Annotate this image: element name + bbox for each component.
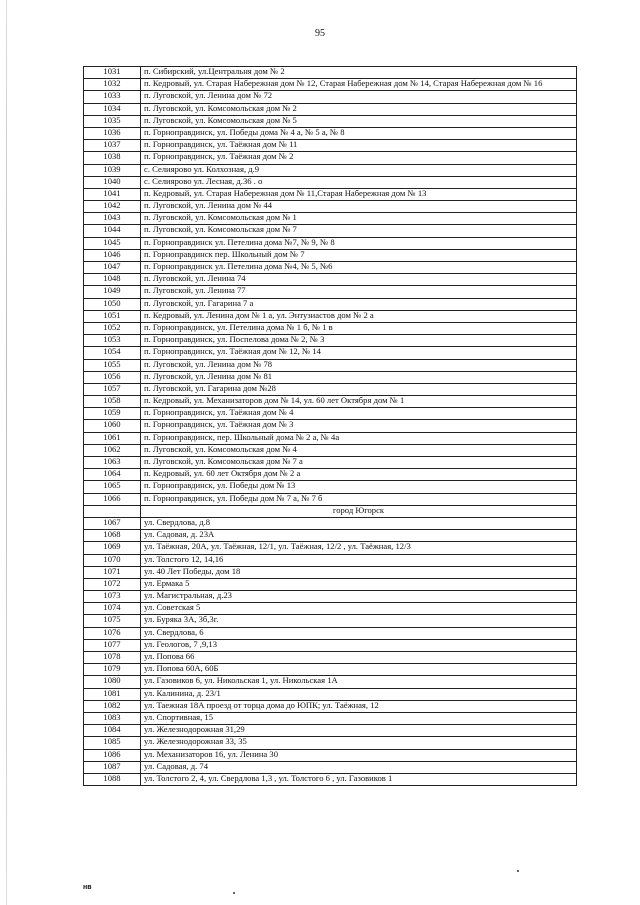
table-row: [84, 79, 577, 91]
table-row: [84, 554, 577, 566]
table-row: [84, 639, 577, 651]
row-address: п. Луговской, ул. Комсомольская дом № 5: [141, 115, 577, 127]
row-address: п. Горноправдинск, ул. Победы дома № 4 а, № 5 а, № 8: [141, 127, 577, 139]
table-row: [84, 310, 577, 322]
table-row: [84, 335, 577, 347]
table-row: [84, 237, 577, 249]
table-row: [84, 627, 577, 639]
page-number: 95: [315, 28, 325, 39]
table-row: [84, 578, 577, 590]
table-row: [84, 164, 577, 176]
row-address: п. Горноправдинск ул. Петелина дома №7, № 9, № 8: [141, 237, 577, 249]
table-row: [84, 103, 577, 115]
row-address: с. Селиярово ул. Лесная, д.36 . о: [141, 176, 577, 188]
row-address: ул. Толстого 2, 4, ул. Свердлова 1,3 , ул. Толстого 6 , ул. Газовиков 1: [141, 773, 577, 785]
row-address: п. Горноправдинск, ул. Таёжная дом № 3: [141, 420, 577, 432]
row-address: с. Селиярово ул. Колхозная, д.9: [141, 164, 577, 176]
row-address: п. Луговской, ул. Ленина дом № 72: [141, 91, 577, 103]
row-number: 1076: [84, 627, 141, 639]
row-number: 1060: [84, 420, 141, 432]
row-address: ул. Калинина, д. 23/1: [141, 688, 577, 700]
table-row: [84, 737, 577, 749]
table-row: [84, 225, 577, 237]
row-number: 1084: [84, 725, 141, 737]
table-row: [84, 322, 577, 334]
table-row: [84, 676, 577, 688]
row-number: 1043: [84, 213, 141, 225]
table-row: [84, 591, 577, 603]
table-row: [84, 201, 577, 213]
table-row: [84, 213, 577, 225]
table-row: [84, 420, 577, 432]
row-address: ул. Магистральная, д.23: [141, 591, 577, 603]
row-address: п. Горноправдинск, ул. Петелина дома № 1 б, № 1 в: [141, 322, 577, 334]
row-address: п. Горноправдинск, ул. Таёжная дом № 2: [141, 152, 577, 164]
row-address: ул. Садовая, д. 74: [141, 761, 577, 773]
row-number: 1051: [84, 310, 141, 322]
table-row: [84, 615, 577, 627]
table-row: [84, 432, 577, 444]
row-number: 1077: [84, 639, 141, 651]
row-number: 1046: [84, 249, 141, 261]
row-number: 1075: [84, 615, 141, 627]
table-row: [84, 444, 577, 456]
row-address: ул. Таежная 18А проезд от торца дома до ЮПК; ул. Таёжная, 12: [141, 700, 577, 712]
table-row: [84, 773, 577, 785]
row-number: 1062: [84, 444, 141, 456]
row-number: 1033: [84, 91, 141, 103]
row-number: 1055: [84, 359, 141, 371]
row-address: ул. Попова 66: [141, 652, 577, 664]
row-number: 1034: [84, 103, 141, 115]
row-address: п. Горноправдинск пер. Школьный дом № 7: [141, 249, 577, 261]
row-address: п. Горноправдинск, ул. Поспелова дома № 2, № 3: [141, 335, 577, 347]
row-number: 1072: [84, 578, 141, 590]
row-number: 1073: [84, 591, 141, 603]
row-number: 1039: [84, 164, 141, 176]
row-number: 1083: [84, 712, 141, 724]
row-address: ул. Садовая, д. 23А: [141, 530, 577, 542]
row-address: ул. Железнодорожная 33, 35: [141, 737, 577, 749]
row-address: ул. Таёжная, 20А, ул. Таёжная, 12/1, ул. Таёжная, 12/2 , ул. Таёжная, 12/3: [141, 542, 577, 554]
row-number: 1048: [84, 274, 141, 286]
table-row: [84, 566, 577, 578]
row-address: п. Горноправдинск, ул. Таёжная дом № 12, № 14: [141, 347, 577, 359]
row-address: п. Луговской, ул. Комсомольская дом № 2: [141, 103, 577, 115]
table-row: [84, 298, 577, 310]
table-row: [84, 383, 577, 395]
row-address: ул. Буряка 3А, 3б,3г.: [141, 615, 577, 627]
row-number: 1056: [84, 371, 141, 383]
table-row: [84, 749, 577, 761]
row-number: 1037: [84, 140, 141, 152]
table-row: [84, 286, 577, 298]
row-address: п. Горноправдинск ул. Петелина дома №4, № 5, №6: [141, 262, 577, 274]
row-number: 1069: [84, 542, 141, 554]
table-row: [84, 371, 577, 383]
row-address: п. Луговской, ул. Комсомольская дом № 7: [141, 225, 577, 237]
row-number: 1050: [84, 298, 141, 310]
row-address: ул. Свердлова, д.8: [141, 517, 577, 529]
row-address: ул. Толстого 12, 14,16: [141, 554, 577, 566]
row-address: ул. Геологов, 7 ,9,13: [141, 639, 577, 651]
table-body-after: [84, 517, 577, 785]
row-number: 1045: [84, 237, 141, 249]
row-number: 1049: [84, 286, 141, 298]
table-row: [84, 652, 577, 664]
row-address: ул. Железнодорожная 31,29: [141, 725, 577, 737]
table-row: [84, 347, 577, 359]
row-number: 1085: [84, 737, 141, 749]
row-address: ул. Газовиков 6, ул. Никольская 1, ул. Никольская 1А: [141, 676, 577, 688]
row-number: 1038: [84, 152, 141, 164]
row-address: п. Горноправдинск, ул. Таёжная дом № 4: [141, 408, 577, 420]
row-address: п. Сибирский, ул.Центральня дом № 2: [141, 67, 577, 79]
row-number: 1053: [84, 335, 141, 347]
row-address: п. Луговской, ул. Ленина дом № 81: [141, 371, 577, 383]
row-address: п. Луговской, ул. Гагарина дом №28: [141, 383, 577, 395]
row-address: ул. Попова 60А, 60Б: [141, 664, 577, 676]
row-address: ул. 40 Лет Победы, дом 18: [141, 566, 577, 578]
row-address: ул. Свердлова, 6: [141, 627, 577, 639]
section-title: город Югорск: [141, 505, 577, 517]
row-number: 1067: [84, 517, 141, 529]
row-number: 1036: [84, 127, 141, 139]
row-address: п. Луговской, ул. Комсомольская дом № 4: [141, 444, 577, 456]
table-row: [84, 67, 577, 79]
table-row: [84, 152, 577, 164]
table-row: [84, 396, 577, 408]
table-row: [84, 249, 577, 261]
row-address: п. Горноправдинск, пер. Школьный дома № 2 а, № 4а: [141, 432, 577, 444]
row-number: 1040: [84, 176, 141, 188]
table-row: [84, 262, 577, 274]
table-row: [84, 517, 577, 529]
section-row: [84, 505, 577, 517]
row-number: 1065: [84, 481, 141, 493]
table-row: [84, 725, 577, 737]
row-number: 1059: [84, 408, 141, 420]
section-number-cell: [84, 505, 141, 517]
table-row: [84, 688, 577, 700]
table-row: [84, 700, 577, 712]
row-address: п. Горноправдинск, ул. Победы дом № 13: [141, 481, 577, 493]
row-address: п. Луговской, ул. Ленина дом № 44: [141, 201, 577, 213]
row-address: п. Горноправдинск, ул. Победы дом № 7 а, № 7 б: [141, 493, 577, 505]
row-address: п. Кедровый, ул. 60 лет Октября дом № 2 а: [141, 469, 577, 481]
row-address: п. Луговской, ул. Комсомольская дом № 7 а: [141, 457, 577, 469]
footer-mark: нв: [83, 884, 92, 891]
row-number: 1047: [84, 262, 141, 274]
table-row: [84, 188, 577, 200]
row-number: 1052: [84, 322, 141, 334]
row-number: 1061: [84, 432, 141, 444]
table-row: [84, 542, 577, 554]
table-row: [84, 603, 577, 615]
row-number: 1054: [84, 347, 141, 359]
row-number: 1032: [84, 79, 141, 91]
scan-speck: [517, 870, 519, 872]
row-address: п. Луговской, ул. Комсомольская дом № 1: [141, 213, 577, 225]
table-row: [84, 176, 577, 188]
table-row: [84, 469, 577, 481]
row-address: п. Кедровый, ул. Старая Набережная дом № 12, Старая Набережная дом № 14, Старая Набережная дом № 16: [141, 79, 577, 91]
table-row: [84, 493, 577, 505]
address-table: [83, 66, 577, 786]
row-address: п. Луговской, ул. Гагарина 7 а: [141, 298, 577, 310]
row-number: 1078: [84, 652, 141, 664]
table-section: [84, 505, 577, 517]
table-row: [84, 359, 577, 371]
row-number: 1035: [84, 115, 141, 127]
row-number: 1066: [84, 493, 141, 505]
table-row: [84, 140, 577, 152]
table-row: [84, 481, 577, 493]
row-number: 1081: [84, 688, 141, 700]
row-number: 1071: [84, 566, 141, 578]
row-number: 1086: [84, 749, 141, 761]
row-address: п. Луговской, ул. Ленина дом № 78: [141, 359, 577, 371]
row-number: 1031: [84, 67, 141, 79]
table-body-before: [84, 67, 577, 506]
row-address: п. Кедровый, ул. Механизаторов дом № 14, ул. 60 лет Октября дом № 1: [141, 396, 577, 408]
row-address: п. Кедровый, ул. Ленина дом № 1 а, ул. Энтузиастов дом № 2 а: [141, 310, 577, 322]
row-number: 1079: [84, 664, 141, 676]
row-number: 1074: [84, 603, 141, 615]
row-address: п. Кедровый, ул. Старая Набережная дом № 11,Старая Набережная дом № 13: [141, 188, 577, 200]
table-row: [84, 712, 577, 724]
row-address: ул. Ермака 5: [141, 578, 577, 590]
row-address: п. Горноправдинск, ул. Таёжная дом № 11: [141, 140, 577, 152]
row-number: 1088: [84, 773, 141, 785]
table-row: [84, 457, 577, 469]
table-row: [84, 274, 577, 286]
row-number: 1057: [84, 383, 141, 395]
row-number: 1087: [84, 761, 141, 773]
row-address: ул. Механизаторов 16, ул. Ленина 30: [141, 749, 577, 761]
table-row: [84, 530, 577, 542]
row-number: 1058: [84, 396, 141, 408]
row-number: 1080: [84, 676, 141, 688]
row-address: п. Луговской, ул. Ленина 77: [141, 286, 577, 298]
row-address: ул. Советская 5: [141, 603, 577, 615]
row-number: 1063: [84, 457, 141, 469]
table-row: [84, 91, 577, 103]
row-number: 1041: [84, 188, 141, 200]
table-row: [84, 664, 577, 676]
row-number: 1070: [84, 554, 141, 566]
scan-speck: [233, 892, 235, 894]
row-address: ул. Спортивная, 15: [141, 712, 577, 724]
row-number: 1068: [84, 530, 141, 542]
row-address: п. Луговской, ул. Ленина 74: [141, 274, 577, 286]
row-number: 1064: [84, 469, 141, 481]
table-row: [84, 115, 577, 127]
row-number: 1082: [84, 700, 141, 712]
row-number: 1044: [84, 225, 141, 237]
row-number: 1042: [84, 201, 141, 213]
table-row: [84, 761, 577, 773]
table-row: [84, 127, 577, 139]
scan-edge: [6, 0, 7, 905]
table-row: [84, 408, 577, 420]
